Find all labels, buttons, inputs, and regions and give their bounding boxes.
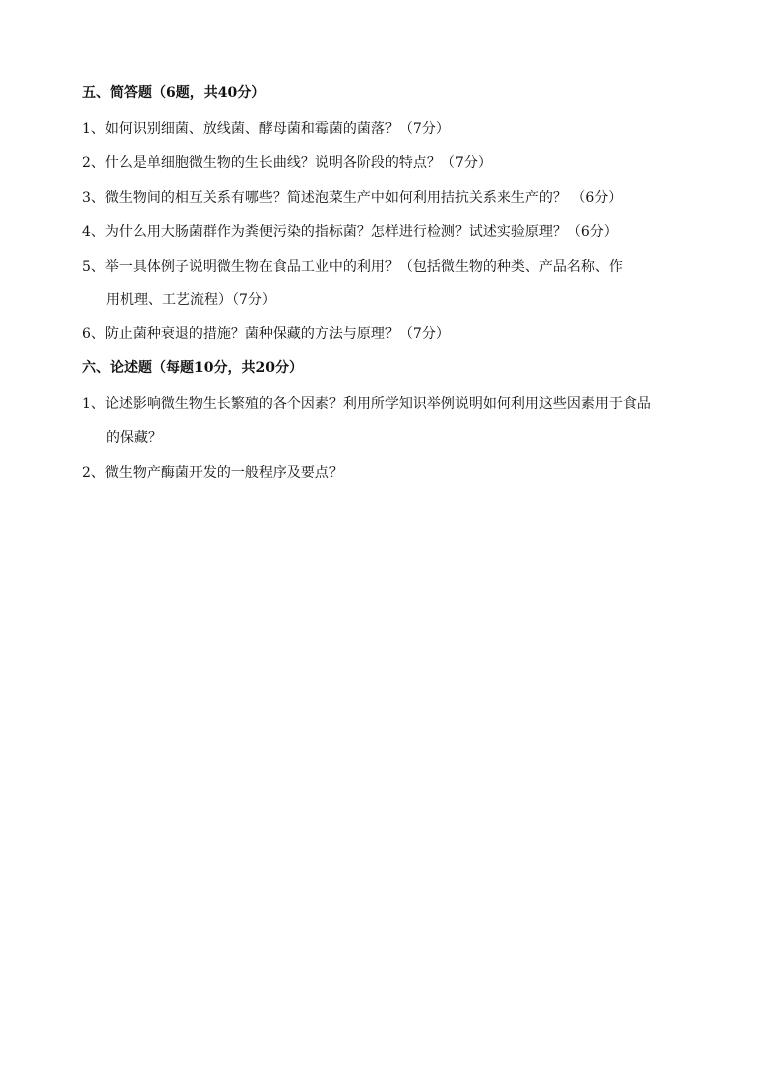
section-heading-essay: 六、论述题（每题10分，共20分） [82,360,303,376]
question-4: 4、为什么用大肠菌群作为粪便污染的指标菌？怎样进行检测？试述实验原理？（6分） [82,224,618,240]
essay-question-1-line-1: 1、论述影响微生物生长繁殖的各个因素？利用所学知识举例说明如何利用这些因素用于食品 [82,396,651,412]
question-2: 2、什么是单细胞微生物的生长曲线？说明各阶段的特点？（7分） [82,155,492,171]
question-1: 1、如何识别细菌、放线菌、酵母菌和霉菌的菌落？（7分） [82,121,450,137]
question-5-line-2: 用机理、工艺流程）（7分） [106,292,276,308]
question-3: 3、微生物间的相互关系有哪些？简述泡菜生产中如何利用拮抗关系来生产的？ （6分） [82,190,623,206]
essay-question-1-line-2: 的保藏？ [106,430,162,446]
essay-question-2: 2、微生物产酶菌开发的一般程序及要点？ [82,465,343,481]
section-heading-short-answer: 五、简答题（6题，共40分） [82,85,266,101]
question-5-line-1: 5、举一具体例子说明微生物在食品工业中的利用？（包括微生物的种类、产品名称、作 [82,259,623,275]
question-6: 6、防止菌种衰退的措施？菌种保藏的方法与原理？（7分） [82,326,450,342]
